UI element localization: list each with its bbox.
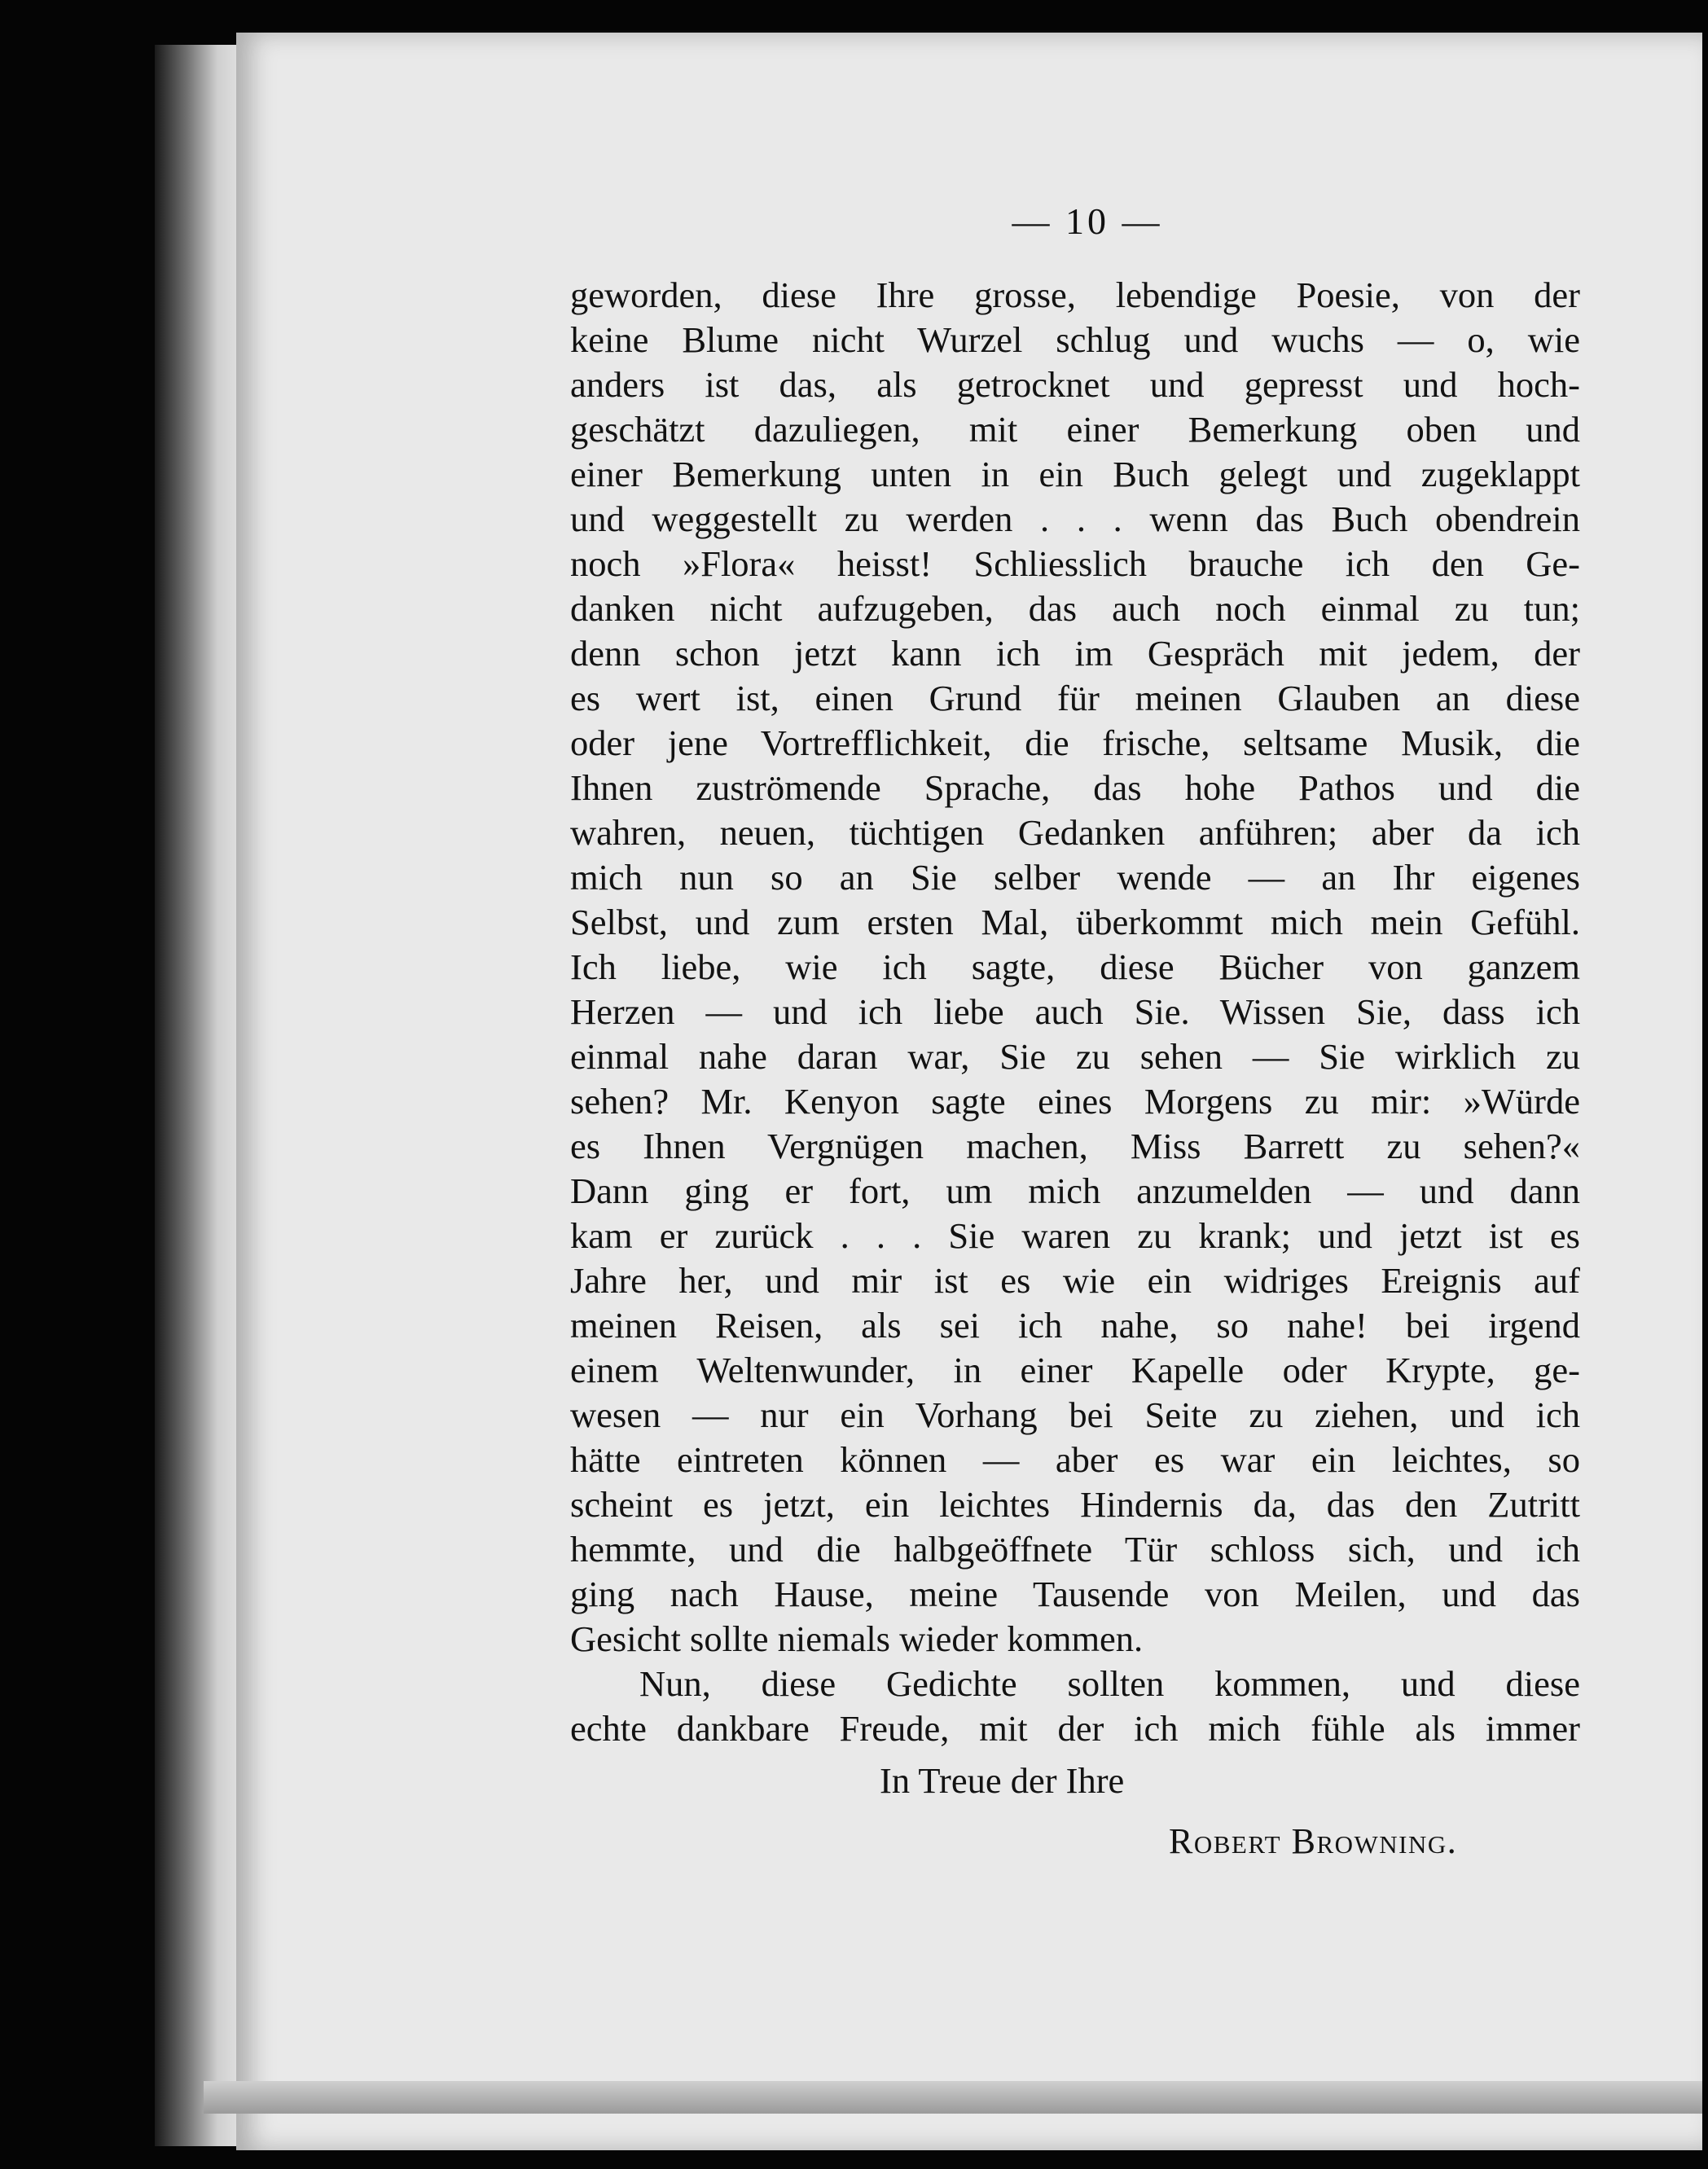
text-line: einmal nahe daran war, Sie zu sehen — Sie wirklich zu <box>570 1036 1580 1077</box>
text-line: echte dankbare Freude, mit der ich mich fühle als immer <box>570 1708 1580 1749</box>
text-line: noch »Flora« heisst! Schliesslich brauche ich den Ge- <box>570 543 1580 584</box>
book-binding-edge <box>155 45 244 2146</box>
text-line: einer Bemerkung unten in ein Buch gelegt und zugeklappt <box>570 454 1580 494</box>
text-line: wesen — nur ein Vorhang bei Seite zu ziehen, und ich <box>570 1394 1580 1435</box>
text-line: oder jene Vortrefflichkeit, die frische, seltsame Musik, die <box>570 722 1580 763</box>
text-line: Herzen — und ich liebe auch Sie. Wissen Sie, dass ich <box>570 991 1580 1032</box>
text-line: es wert ist, einen Grund für meinen Glauben an diese <box>570 678 1580 718</box>
text-line: ging nach Hause, meine Tausende von Meilen, und das <box>570 1574 1580 1614</box>
text-line: es Ihnen Vergnügen machen, Miss Barrett zu sehen?« <box>570 1126 1580 1166</box>
text-line: denn schon jetzt kann ich im Gespräch mit jedem, der <box>570 633 1580 674</box>
text-line: hätte eintreten können — aber es war ein leichtes, so <box>570 1439 1580 1480</box>
text-line: Gesicht sollte niemals wieder kommen. <box>570 1618 1144 1659</box>
text-line: hemmte, und die halbgeöffnete Tür schloss sich, und ich <box>570 1529 1580 1570</box>
text-line: geworden, diese Ihre grosse, lebendige Poesie, von der <box>570 274 1580 315</box>
letter-closing: In Treue der Ihre <box>880 1760 1125 1801</box>
text-line: keine Blume nicht Wurzel schlug und wuchs — o, wie <box>570 319 1580 360</box>
letter-body <box>570 273 1580 1751</box>
text-line: anders ist das, als getrocknet und gepresst und hoch- <box>570 364 1580 405</box>
text-line: Selbst, und zum ersten Mal, überkommt mich mein Gefühl. <box>570 902 1580 942</box>
text-line: einem Weltenwunder, in einer Kapelle oder Krypte, ge- <box>570 1350 1580 1390</box>
text-line: Ich liebe, wie ich sagte, diese Bücher von ganzem <box>570 946 1580 987</box>
text-line: Dann ging er fort, um mich anzumelden — und dann <box>570 1170 1580 1211</box>
text-line: geschätzt dazuliegen, mit einer Bemerkung oben und <box>570 409 1580 450</box>
page-bottom-edge <box>204 2081 1702 2114</box>
text-line: Nun, diese Gedichte sollten kommen, und diese <box>639 1663 1580 1704</box>
text-line: wahren, neuen, tüchtigen Gedanken anführen; aber da ich <box>570 812 1580 853</box>
text-line: Jahre her, und mir ist es wie ein widriges Ereignis auf <box>570 1260 1580 1301</box>
text-line: mich nun so an Sie selber wende — an Ihr eigenes <box>570 857 1580 898</box>
text-line: danken nicht aufzugeben, das auch noch einmal zu tun; <box>570 588 1580 629</box>
text-line: sehen? Mr. Kenyon sagte eines Morgens zu mir: »Würde <box>570 1081 1580 1122</box>
text-line: scheint es jetzt, ein leichtes Hindernis da, das den Zutritt <box>570 1484 1580 1525</box>
text-line: und weggestellt zu werden . . . wenn das Buch obendrein <box>570 498 1580 539</box>
letter-signature: Robert Browning. <box>1169 1821 1458 1861</box>
text-line: kam er zurück . . . Sie waren zu krank; und jetzt ist es <box>570 1215 1580 1256</box>
page-number: — 10 — <box>1012 200 1163 242</box>
text-line: meinen Reisen, als sei ich nahe, so nahe! bei irgend <box>570 1305 1580 1346</box>
text-line: Ihnen zuströmende Sprache, das hohe Pathos und die <box>570 767 1580 808</box>
